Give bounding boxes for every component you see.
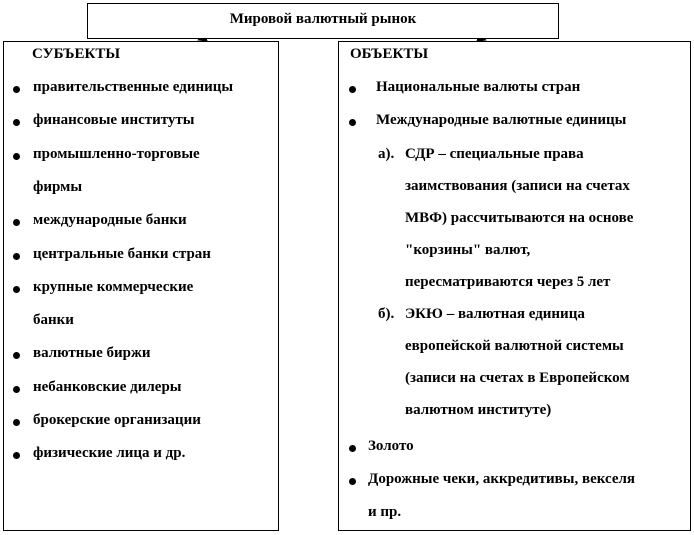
subjects-heading: СУБЪЕКТЫ [32,46,121,62]
sub-item-a-text: "корзины" валют, [405,241,531,258]
subject-item-text: центральные банки стран [33,245,211,262]
sub-item-a-text: СДР – специальные права [405,145,584,162]
sub-item-b-text: европейской валютной системы [405,337,624,354]
sub-item-a-text: МВФ) рассчитываются на основе [405,209,634,226]
bullet-icon [13,286,20,293]
bullet-icon [13,253,20,260]
object-item-text: Национальные валюты стран [376,79,581,95]
subject-item-text: крупные коммерческие [33,278,194,295]
sub-item-a-text: заимствования (записи на счетах [405,177,630,194]
object-item-text: Международные валютные единицы [376,112,627,129]
bullet-icon [13,153,20,160]
subject-item-text: фирмы [33,178,83,195]
bullet-icon [349,86,356,93]
subject-item-text: правительственные единицы [33,79,234,95]
subject-item-text: физические лица и др. [33,445,186,462]
bullet-icon [13,419,20,426]
sub-item-a-marker: а). [378,145,395,162]
subject-item-text: международные банки [33,212,187,229]
subject-item-text: брокерские организации [33,412,201,428]
sub-item-b-marker: б). [378,305,395,322]
sub-item-b-text: (записи на счетах в Европейском [405,369,630,386]
sub-item-b-text: ЭКЮ – валютная единица [405,305,585,322]
subject-item-text: валютные биржи [33,345,151,362]
subject-item-text: промышленно-торговые [33,145,200,162]
bullet-icon [13,86,20,93]
bullet-icon [349,478,356,485]
sub-item-a-text: пересматриваются через 5 лет [405,273,611,290]
bullet-icon [13,386,20,393]
objects-heading: ОБЪЕКТЫ [350,46,429,62]
subject-item-text: финансовые институты [33,112,195,129]
subject-item-text: небанковские дилеры [33,378,182,395]
object-item-text: Дорожные чеки, аккредитивы, векселя [368,470,636,487]
market-title-box [87,3,559,39]
market-title: Мировой валютный рынок [229,11,417,27]
subject-item-text: банки [33,312,74,329]
object-item-text: Золото [368,437,414,454]
sub-item-b-text: валютном институте) [405,401,552,418]
bullet-icon [349,445,356,452]
object-item-text: и пр. [368,504,402,521]
